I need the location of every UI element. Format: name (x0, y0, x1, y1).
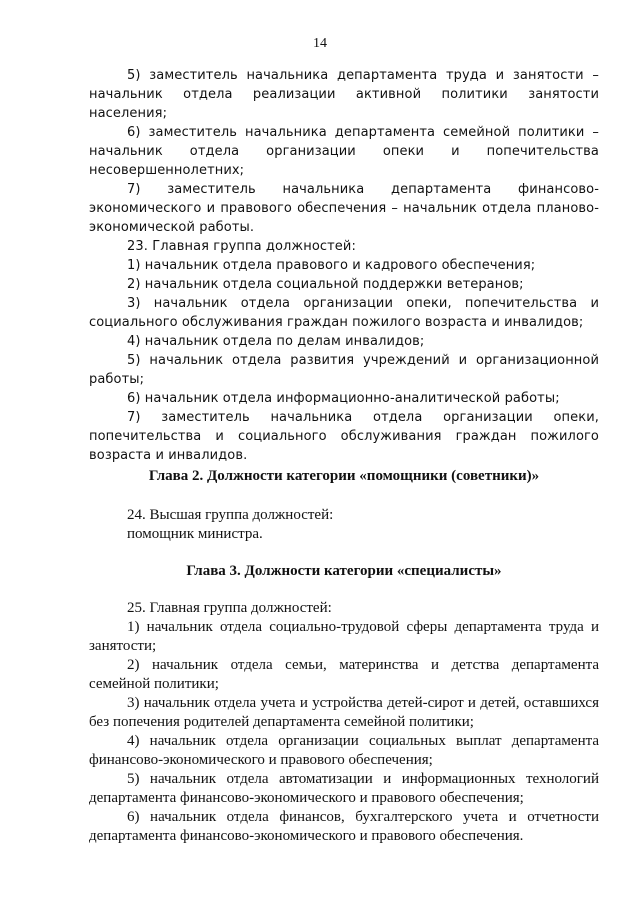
paragraph: 1) начальник отдела социально-трудовой сферы департамента труда и занятости; (89, 619, 599, 654)
paragraph: 7) заместитель начальника отдела организации опеки, попечительства и социального обслуживания граждан пожилого возраста и инвалидов. (89, 410, 599, 463)
chapter-2-heading: Глава 2. Должности категории «помощники (советники)» (148, 468, 540, 484)
chapter-2-text (89, 506, 599, 544)
page-number: 14 (313, 36, 327, 51)
paragraph: 3) начальник отдела учета и устройства детей-сирот и детей, оставшихся без попечения родителей департамента семейной политики; (89, 695, 599, 730)
paragraph: 1) начальник отдела правового и кадрового обеспечения; (127, 258, 536, 273)
paragraph: 6) заместитель начальника департамента семейной политики – начальник отдела организации опеки и попечительства несовершеннолетних; (89, 125, 599, 178)
paragraph: 4) начальник отдела по делам инвалидов; (127, 334, 425, 349)
paragraph: 6) начальник отдела информационно-аналитической работы; (127, 391, 560, 406)
paragraph: 23. Главная группа должностей: (127, 239, 356, 254)
paragraph: 2) начальник отдела семьи, материнства и детства департамента семейной политики; (89, 657, 599, 692)
paragraph: 25. Главная группа должностей: (127, 600, 332, 616)
paragraph: 5) заместитель начальника департамента труда и занятости – начальник отдела реализации активной политики занятости населения; (89, 68, 599, 121)
paragraph: 2) начальник отдела социальной поддержки ветеранов; (127, 277, 524, 292)
paragraph: 4) начальник отдела организации социальных выплат департамента финансово-экономического и правового обеспечения; (89, 733, 599, 768)
paragraph: 7) заместитель начальника департамента финансово-экономического и правового обеспечения – начальник отдела планово-экономической работы. (89, 182, 599, 235)
paragraph: помощник министра. (127, 526, 263, 542)
paragraph: 3) начальник отдела организации опеки, попечительства и социального обслуживания граждан пожилого возраста и инвалидов; (89, 296, 599, 330)
paragraph: 5) начальник отдела автоматизации и информационных технологий департамента финансово-экономического и правового обеспечения; (89, 771, 599, 806)
paragraph: 5) начальник отдела развития учреждений и организационной работы; (89, 353, 599, 387)
paragraph: 24. Высшая группа должностей: (127, 507, 334, 523)
paragraph: 6) начальник отдела финансов, бухгалтерского учета и отчетности департамента финансово-экономического и правового обеспечения. (89, 809, 599, 844)
chapter-3-heading: Глава 3. Должности категории «специалисты» (186, 563, 502, 579)
section-1-text (89, 66, 599, 465)
chapter-3-text (89, 599, 599, 846)
